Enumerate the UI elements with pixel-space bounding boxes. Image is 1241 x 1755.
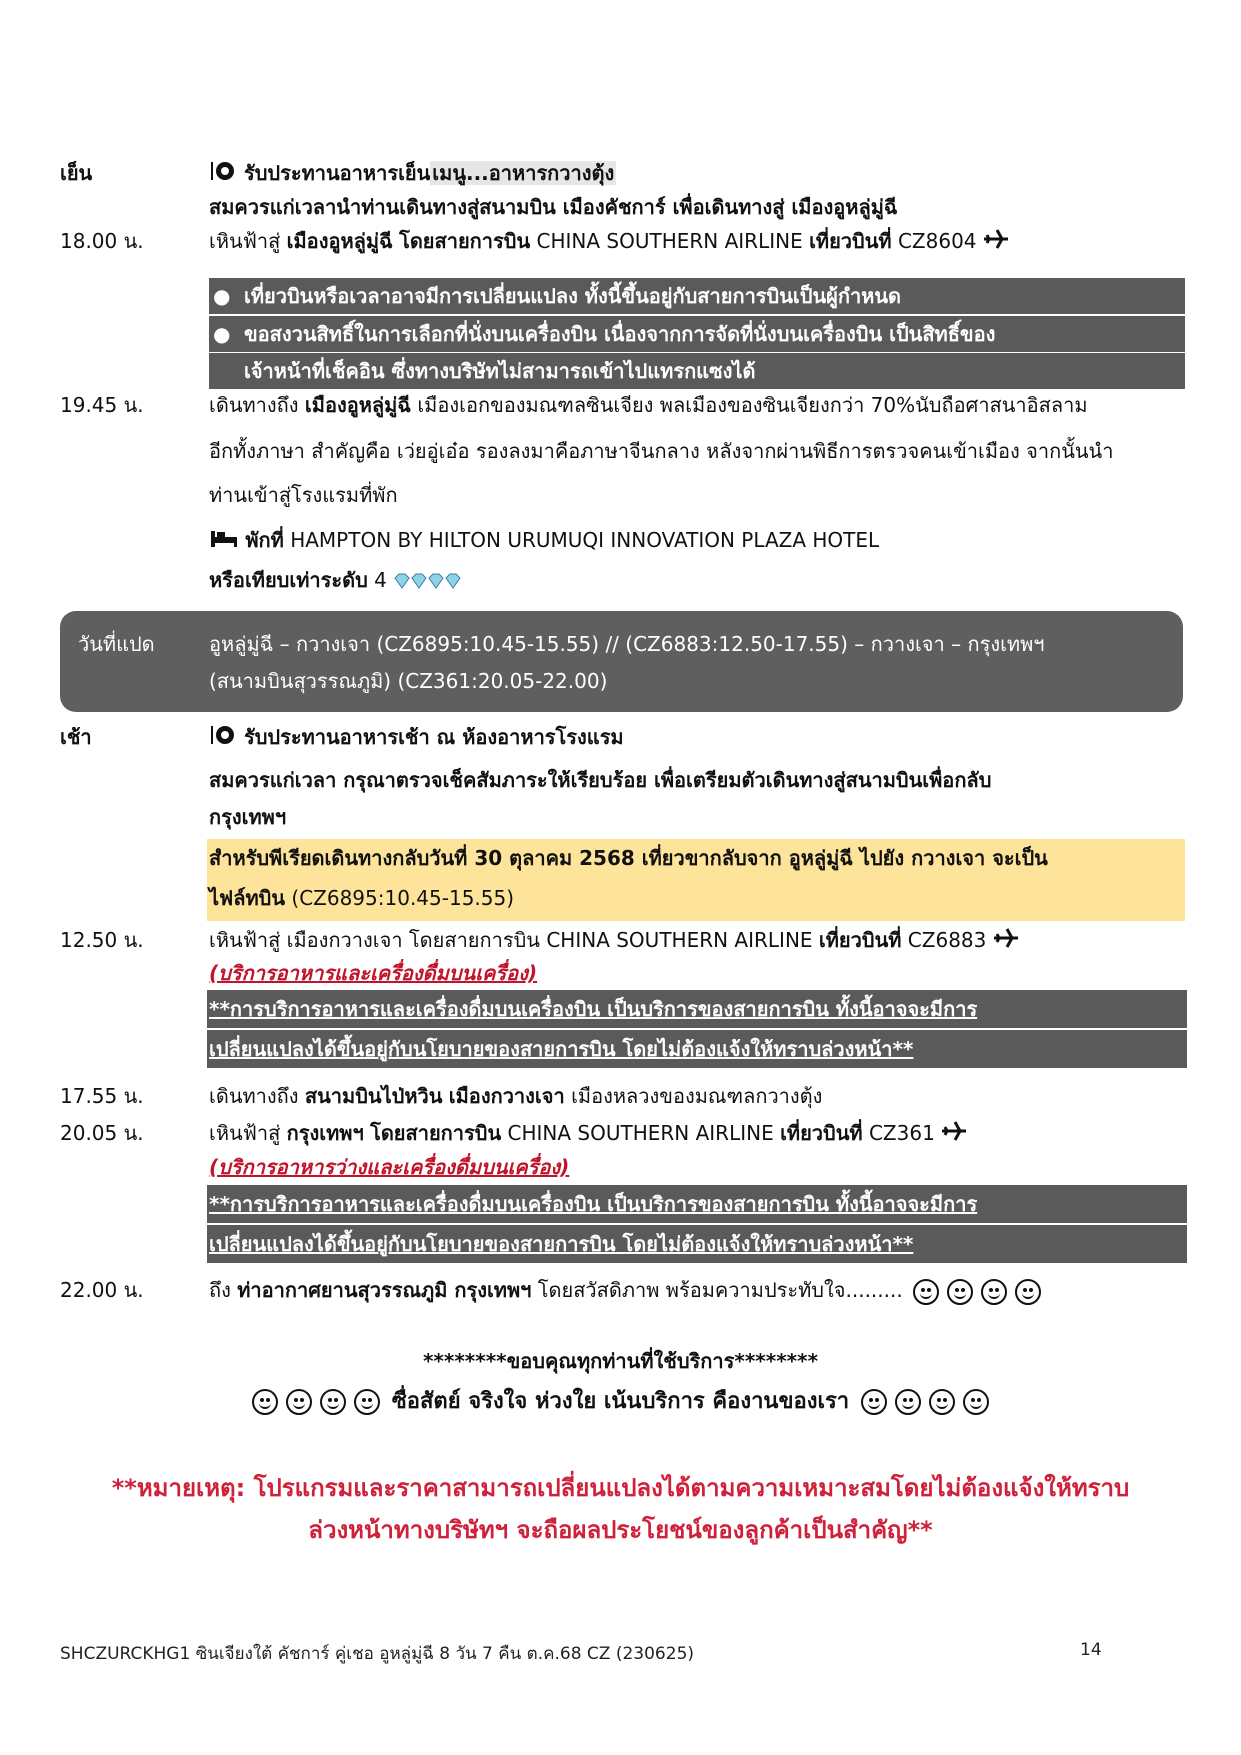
time-label: 19.45 น.: [60, 393, 144, 417]
smiley-icon: [1015, 1279, 1041, 1305]
time-label: 12.50 น.: [60, 928, 144, 952]
smiley-icon: [963, 1389, 989, 1415]
smiley-icon: [354, 1389, 380, 1415]
meal-service-note: (บริการอาหารว่างและเครื่องดื่มบนเครื่อง): [209, 1155, 570, 1179]
hotel-name: HAMPTON BY HILTON URUMUQI INNOVATION PLAZA HOTEL: [290, 528, 880, 552]
airplane-icon: [941, 1120, 967, 1150]
time-label: เย็น: [60, 161, 93, 185]
smiley-icon: [929, 1389, 955, 1415]
bullet-item: ● เที่ยวบินหรือเวลาอาจมีการเปลี่ยนแปลง ทั้งนี้ขึ้นอยู่กับสายการบินเป็นผู้กำหนด: [209, 278, 1185, 314]
day-header: [60, 611, 1183, 712]
remark-line: **หมายเหตุ: โปรแกรมและราคาสามารถเปลี่ยนแปลงได้ตามความเหมาะสมโดยไม่ต้องแจ้งให้ทราบ: [111, 1474, 1130, 1502]
time-label: 17.55 น.: [60, 1084, 144, 1108]
menu-highlight: เมนู...อาหารกวางตุ้ง: [432, 161, 615, 185]
bullet-icon: ●: [213, 322, 231, 346]
meal-service-note: (บริการอาหารและเครื่องดื่มบนเครื่อง): [209, 961, 538, 985]
airline-notice: เปลี่ยนแปลงได้ขึ้นอยู่กับนโยบายของสายการบิน โดยไม่ต้องแจ้งให้ทราบล่วงหน้า**: [207, 1225, 1187, 1263]
time-label: 20.05 น.: [60, 1121, 144, 1145]
dining-icon: [209, 160, 237, 190]
time-label: เช้า: [60, 725, 92, 749]
smiley-icon: [981, 1279, 1007, 1305]
smiley-icon: [895, 1389, 921, 1415]
smiley-icon: [861, 1389, 887, 1415]
airplane-icon: [993, 927, 1019, 957]
time-label: 18.00 น.: [60, 229, 144, 253]
special-period-note: สำหรับพีเรียดเดินทางกลับวันที่ 30 ตุลาคม 2568 เที่ยวขากลับจาก อูหลู่มู่ฉี ไปยัง กวางเจา จะเป็น ไฟล์ทบิน (CZ6895:10.45-15.55): [207, 839, 1185, 921]
bed-icon: [209, 527, 239, 557]
remark-line: ล่วงหน้าทางบริษัทฯ จะถือผลประโยชน์ของลูกค้าเป็นสำคัญ**: [308, 1516, 933, 1544]
itinerary-page: เย็น รับประทานอาหารเย็น เมนู...อาหารกวางตุ้ง สมควรแก่เวลานำท่านเดินทางสู่สนามบิน เมืองคัชการ์ เพื่อเดินทางสู่ เมืองอูหลู่มู่ฉี 18.00 น. เหินฟ้าสู่ เมืองอูหลู่มู่ฉี โดยสายการบิน CHINA SOUTHERN AIRLINE เที่ยวบินที่ CZ8604 ● เที่ยวบินหรือเวลาอาจมีการเปลี่ยนแปลง ทั้งนี้ขึ้นอยู่กับสายการบินเป็นผู้กำหนด ● ขอสงวนสิทธิ์ในการเลือกที่นั่งบนเครื่องบิน เนื่องจากการจัดที่นั่งบนเครื่องบิน เป็นสิทธิ์ของ เจ้าหน้าที่เช็คอิน ซึ่งทางบริษัทไม่สามารถเข้าไปแทรกแซงได้ 19.45 น. เดินทางถึง เมืองอูหลู่มู่ฉี เมืองเอกของมณฑลซินเจียง พลเมืองของซินเจียงกว่า 70%นับถือศาสนาอิสลาม อีกทั้งภาษา สำคัญคือ เว่ยอู่เอ๋อ รองลงมาคือภาษาจีนกลาง หลังจากผ่านพิธีการตรวจคนเข้าเมือง จากนั้นนำ ท่านเข้าสู่โรงแรมที่พัก พักที่ HAMPTON BY HILTON URUMUQI INNOVATION PLAZA HOTEL หรือเทียบเท่าระดับ 4 วันที่แปด อูหลู่มู่ฉี – กวางเจา (CZ6895:10.45-15.55) // (CZ6883:12.50-17.55) – กวางเจา – กรุงเทพฯ (สนามบินสุวรรณภูมิ) (CZ361:20.05-22.00) เช้า รับประทานอาหารเช้า ณ ห้องอาหารโรงแรม สมควรแก่เวลา กรุณาตรวจเช็คสัมภาระให้เรียบร้อย เพื่อเตรียมตัวเดินทางสู่สนามบินเพื่อกลับ กรุงเทพฯ สำหรับพีเรียดเดินทางกลับวันที่ 30 ตุลาคม 2568 เที่ยวขากลับจาก อูหลู่มู่ฉี ไปยัง กวางเจา จะเป็น ไฟล์ทบิน (CZ6895:10.45-15.55) 12.50 น. เหินฟ้าสู่ เมืองกวางเจา โดยสายการบิน CHINA SOUTHERN AIRLINE เที่ยวบินที่ CZ6883 (บริการอาหารและเครื่องดื่มบนเครื่อง) **การบริการอาหารและเครื่องดื่มบนเครื่องบิน เป็นบริการของสายการบิน ทั้งนี้อาจจะมีการ เปลี่ยนแปลงได้ขึ้นอยู่กับนโยบายของสายการบิน โดยไม่ต้องแจ้งให้ทราบล่วงหน้า** 17.55 น. เดินทางถึง สนามบินไป่หวิน เมืองกวางเจา เมืองหลวงของมณฑลกวางตุ้ง 20.05 น. เหินฟ้าสู่ กรุงเทพฯ โดยสายการบิน CHINA SOUTHERN AIRLINE เที่ยวบินที่ CZ361 (บริการอาหารว่างและเครื่องดื่มบนเครื่อง) **การบริการอาหารและเครื่องดื่มบนเครื่องบิน เป็นบริการของสายการบิน ทั้งนี้อาจจะมีการ เปลี่ยนแปลงได้ขึ้นอยู่กับนโยบายของสายการบิน โดยไม่ต้องแจ้งให้ทราบล่วงหน้า** 22.00 น. ถึง ท่าอากาศยานสุวรรณภูมิ กรุงเทพฯ โดยสวัสดิภาพ พร้อมความประทับใจ......... ********ขอบคุณทุกท่านที่ใช้บริการ******** ซื่อสัตย์ จริงใจ ห่วงใย เน้นบริการ คืองานของเรา **หมายเหตุ: โปรแกรมและราคาสามารถเปลี่ยนแปลงได้ตามความเหมาะสมโดยไม่ต้องแจ้งให้ทราบ ล่วงหน้าทางบริษัทฯ จะถือผลประโยชน์ของลูกค้าเป็นสำคัญ** SHCZURCKHG1 ซินเจียงใต้ คัชการ์ คู่เชอ อูหลู่มู่ฉี 8 วัน 7 คืน ต.ค.68 CZ (230625) 14: [0, 0, 1241, 1755]
diamond-rating-icon: [393, 567, 461, 597]
page-number: 14: [1080, 1640, 1102, 1660]
thank-you-line: ********ขอบคุณทุกท่านที่ใช้บริการ********: [422, 1349, 819, 1373]
airline-notice: **การบริการอาหารและเครื่องดื่มบนเครื่องบิน เป็นบริการของสายการบิน ทั้งนี้อาจจะมีการ: [207, 1185, 1187, 1223]
smiley-icon: [947, 1279, 973, 1305]
airline-notice: เปลี่ยนแปลงได้ขึ้นอยู่กับนโยบายของสายการบิน โดยไม่ต้องแจ้งให้ทราบล่วงหน้า**: [207, 1030, 1187, 1068]
day-route-2: (สนามบินสุวรรณภูมิ) (CZ361:20.05-22.00): [209, 669, 608, 693]
day-route: อูหลู่มู่ฉี – กวางเจา (CZ6895:10.45-15.55) // (CZ6883:12.50-17.55) – กวางเจา – กรุงเทพฯ: [209, 632, 1045, 656]
dining-icon: [209, 724, 237, 754]
smiley-icon: [286, 1389, 312, 1415]
smiley-icon: [913, 1279, 939, 1305]
airplane-icon: [983, 228, 1009, 258]
day-label: วันที่แปด: [78, 632, 155, 656]
footer-code: SHCZURCKHG1 ซินเจียงใต้ คัชการ์ คู่เชอ อูหลู่มู่ฉี 8 วัน 7 คืน ต.ค.68 CZ (230625): [60, 1644, 695, 1664]
bullet-item: เจ้าหน้าที่เช็คอิน ซึ่งทางบริษัทไม่สามารถเข้าไปแทรกแซงได้: [209, 353, 1185, 389]
bullet-item: ● ขอสงวนสิทธิ์ในการเลือกที่นั่งบนเครื่องบิน เนื่องจากการจัดที่นั่งบนเครื่องบิน เป็นสิทธิ์ของ: [209, 316, 1185, 352]
meal-text: รับประทานอาหารเย็น: [243, 161, 431, 185]
time-label: 22.00 น.: [60, 1278, 144, 1302]
slogan-line: ซื่อสัตย์ จริงใจ ห่วงใย เน้นบริการ คืองานของเรา: [0, 1385, 1241, 1419]
smiley-icon: [252, 1389, 278, 1415]
evening-detail: สมควรแก่เวลานำท่านเดินทางสู่สนามบิน เมืองคัชการ์ เพื่อเดินทางสู่ เมืองอูหลู่มู่ฉี: [209, 195, 898, 219]
airline-notice: **การบริการอาหารและเครื่องดื่มบนเครื่องบิน เป็นบริการของสายการบิน ทั้งนี้อาจจะมีการ: [207, 990, 1187, 1028]
smiley-icon: [320, 1389, 346, 1415]
bullet-icon: ●: [213, 284, 231, 308]
